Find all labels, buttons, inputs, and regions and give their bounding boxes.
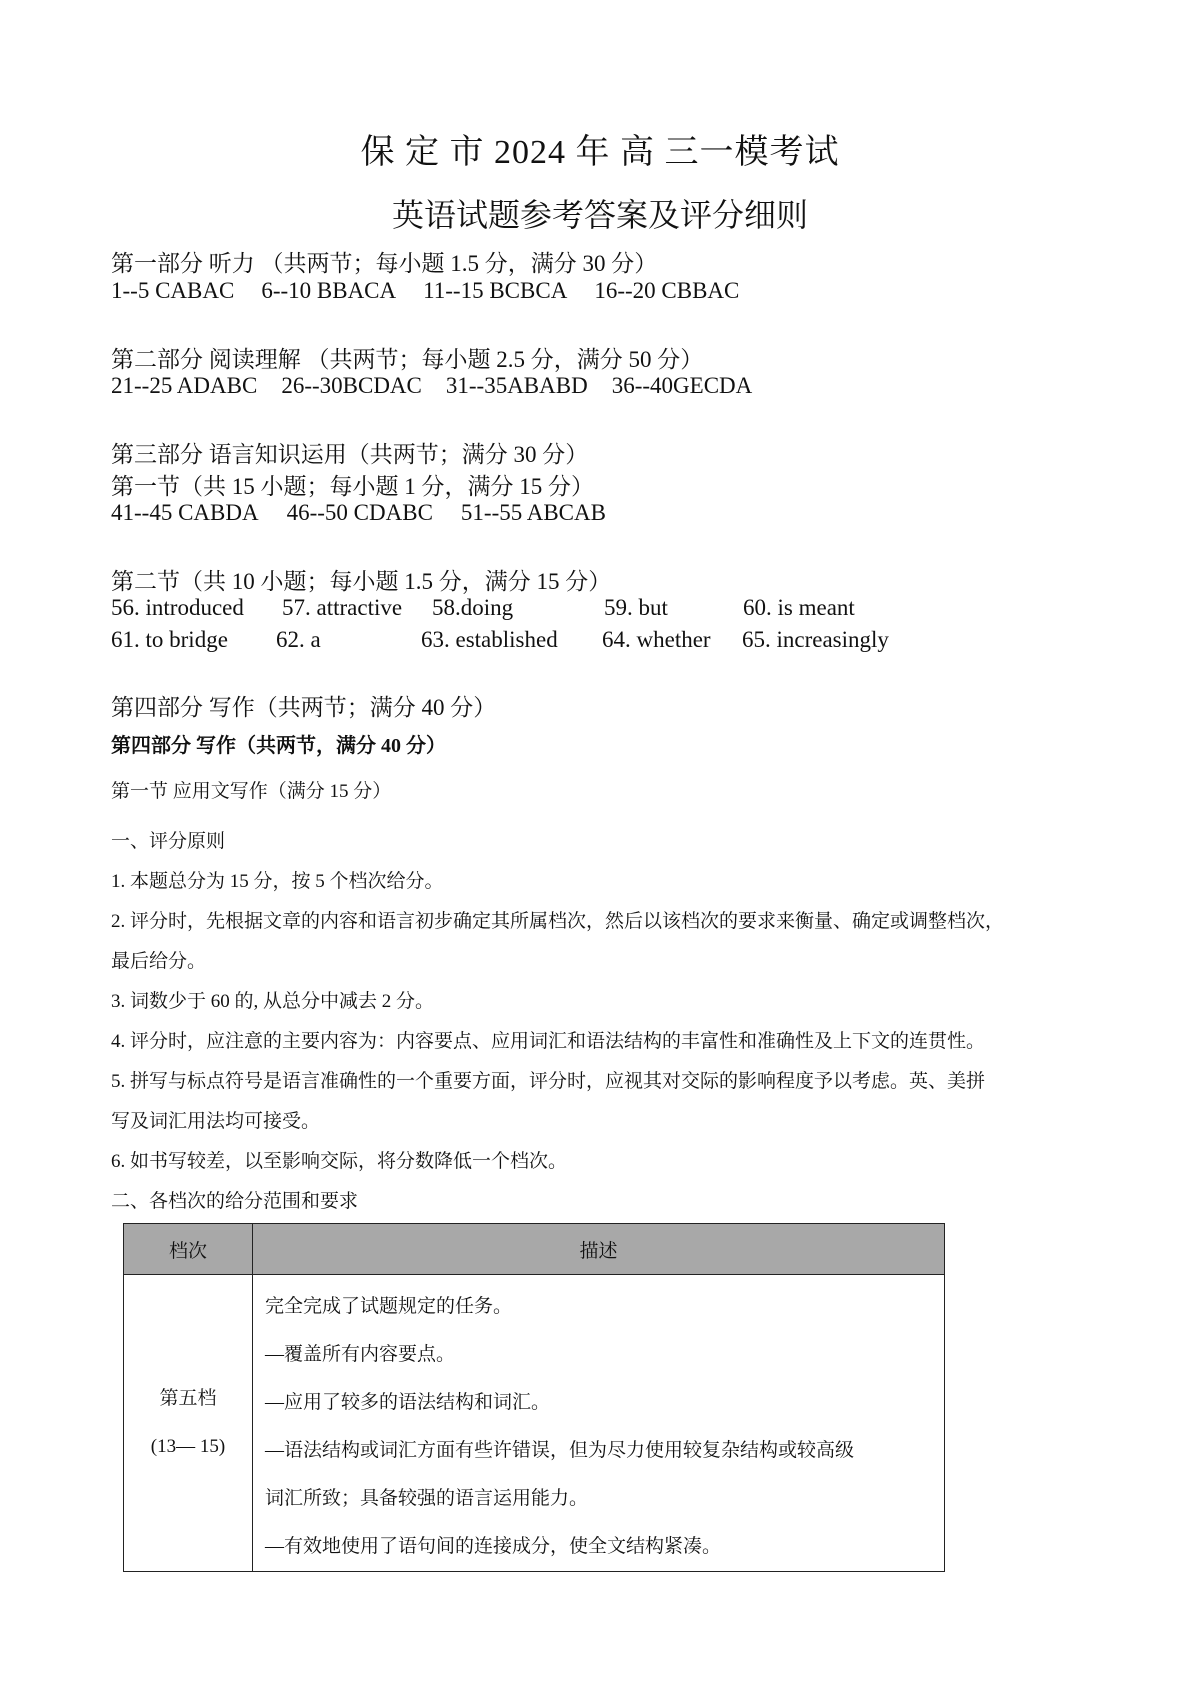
description-line: —有效地使用了语句间的连接成分，使全文结构紧凑。 xyxy=(265,1536,722,1557)
page-title: 保 定 市 2024 年 高 三一模考试 xyxy=(360,134,840,171)
level-cell xyxy=(124,1275,253,1572)
part4-heading-bold: 第四部分 写作（共两节，满分 40 分） xyxy=(111,735,446,757)
answer-group: 51--55 ABCAB xyxy=(460,500,606,525)
answer-group: 1--5 CABAC xyxy=(111,278,235,303)
fill-answer: 56. introduced xyxy=(111,595,244,620)
answer-group: 36--40GECDA xyxy=(611,373,753,398)
principle-item: 1. 本题总分为 15 分，按 5 个档次给分。 xyxy=(111,871,444,892)
description-line: —覆盖所有内容要点。 xyxy=(265,1344,456,1365)
table-row xyxy=(124,1275,945,1572)
table-header-row xyxy=(124,1224,945,1275)
fill-answer: 63. established xyxy=(421,627,558,652)
answer-group: 16--20 CBBAC xyxy=(594,278,740,303)
part3-section1-heading: 第一节（共 15 小题；每小题 1 分，满分 15 分） xyxy=(111,474,594,499)
fill-answer: 64. whether xyxy=(602,627,711,652)
principles-heading: 一、评分原则 xyxy=(111,831,226,852)
writing-section1-heading: 第一节 应用文写作（满分 15 分） xyxy=(111,781,392,802)
part3-heading: 第三部分 语言知识运用（共两节；满分 30 分） xyxy=(111,442,589,467)
answer-group: 6--10 BBACA xyxy=(261,278,397,303)
fill-answer: 65. increasingly xyxy=(742,627,889,652)
principle-item: 4. 评分时，应注意的主要内容为：内容要点、应用词汇和语法结构的丰富性和准确性及上下文的连贯性。 xyxy=(111,1031,986,1052)
description-line: 完全完成了试题规定的任务。 xyxy=(265,1296,513,1317)
level-name: 第五档 xyxy=(159,1388,217,1409)
description-line: 词汇所致；具备较强的语言运用能力。 xyxy=(265,1488,589,1509)
part3-section2-heading: 第二节（共 10 小题；每小题 1.5 分，满分 15 分） xyxy=(111,569,612,594)
part2-answers xyxy=(111,373,752,399)
fill-answer: 58.doing xyxy=(432,595,514,620)
answer-group: 46--50 CDABC xyxy=(286,500,433,525)
fill-answer: 61. to bridge xyxy=(111,627,228,652)
fill-answer: 62. a xyxy=(276,627,321,652)
part1-answers xyxy=(111,278,739,304)
part2-heading: 第二部分 阅读理解 （共两节；每小题 2.5 分，满分 50 分） xyxy=(111,347,704,372)
principle-item: 6. 如书写较差，以至影响交际，将分数降低一个档次。 xyxy=(111,1151,568,1172)
answer-group: 11--15 BCBCA xyxy=(423,278,568,303)
fill-answer: 60. is meant xyxy=(743,595,855,620)
principle-item: 写及词汇用法均可接受。 xyxy=(111,1111,321,1132)
column-header-description: 描述 xyxy=(253,1224,945,1275)
principle-item: 最后给分。 xyxy=(111,951,207,972)
answer-group: 21--25 ADABC xyxy=(111,373,258,398)
fill-answer: 59. but xyxy=(604,595,668,620)
page-subtitle: 英语试题参考答案及评分细则 xyxy=(391,197,808,233)
ranges-heading: 二、各档次的给分范围和要求 xyxy=(111,1191,359,1212)
grading-table xyxy=(123,1223,945,1572)
principle-item: 5. 拼写与标点符号是语言准确性的一个重要方面，评分时，应视其对交际的影响程度予以考虑。英、美拼 xyxy=(111,1071,986,1092)
description-cell xyxy=(253,1275,945,1572)
answer-group: 41--45 CABDA xyxy=(111,500,259,525)
description-line: —应用了较多的语法结构和词汇。 xyxy=(265,1392,551,1413)
principle-item: 3. 词数少于 60 的, 从总分中减去 2 分。 xyxy=(111,991,435,1012)
part1-heading: 第一部分 听力 （共两节；每小题 1.5 分，满分 30 分） xyxy=(111,251,658,276)
description-line: —语法结构或词汇方面有些许错误，但为尽力使用较复杂结构或较高级 xyxy=(265,1440,855,1461)
part3-section1-answers xyxy=(111,500,606,526)
column-header-level: 档次 xyxy=(124,1224,253,1275)
level-range: (13— 15) xyxy=(150,1436,226,1457)
part4-heading: 第四部分 写作（共两节；满分 40 分） xyxy=(111,695,497,720)
fill-answer: 57. attractive xyxy=(282,595,403,620)
answer-group: 31--35ABABD xyxy=(445,373,588,398)
principle-item: 2. 评分时，先根据文章的内容和语言初步确定其所属档次，然后以该档次的要求来衡量、确定或调整档次， xyxy=(111,911,1005,932)
answer-group: 26--30BCDAC xyxy=(281,373,422,398)
